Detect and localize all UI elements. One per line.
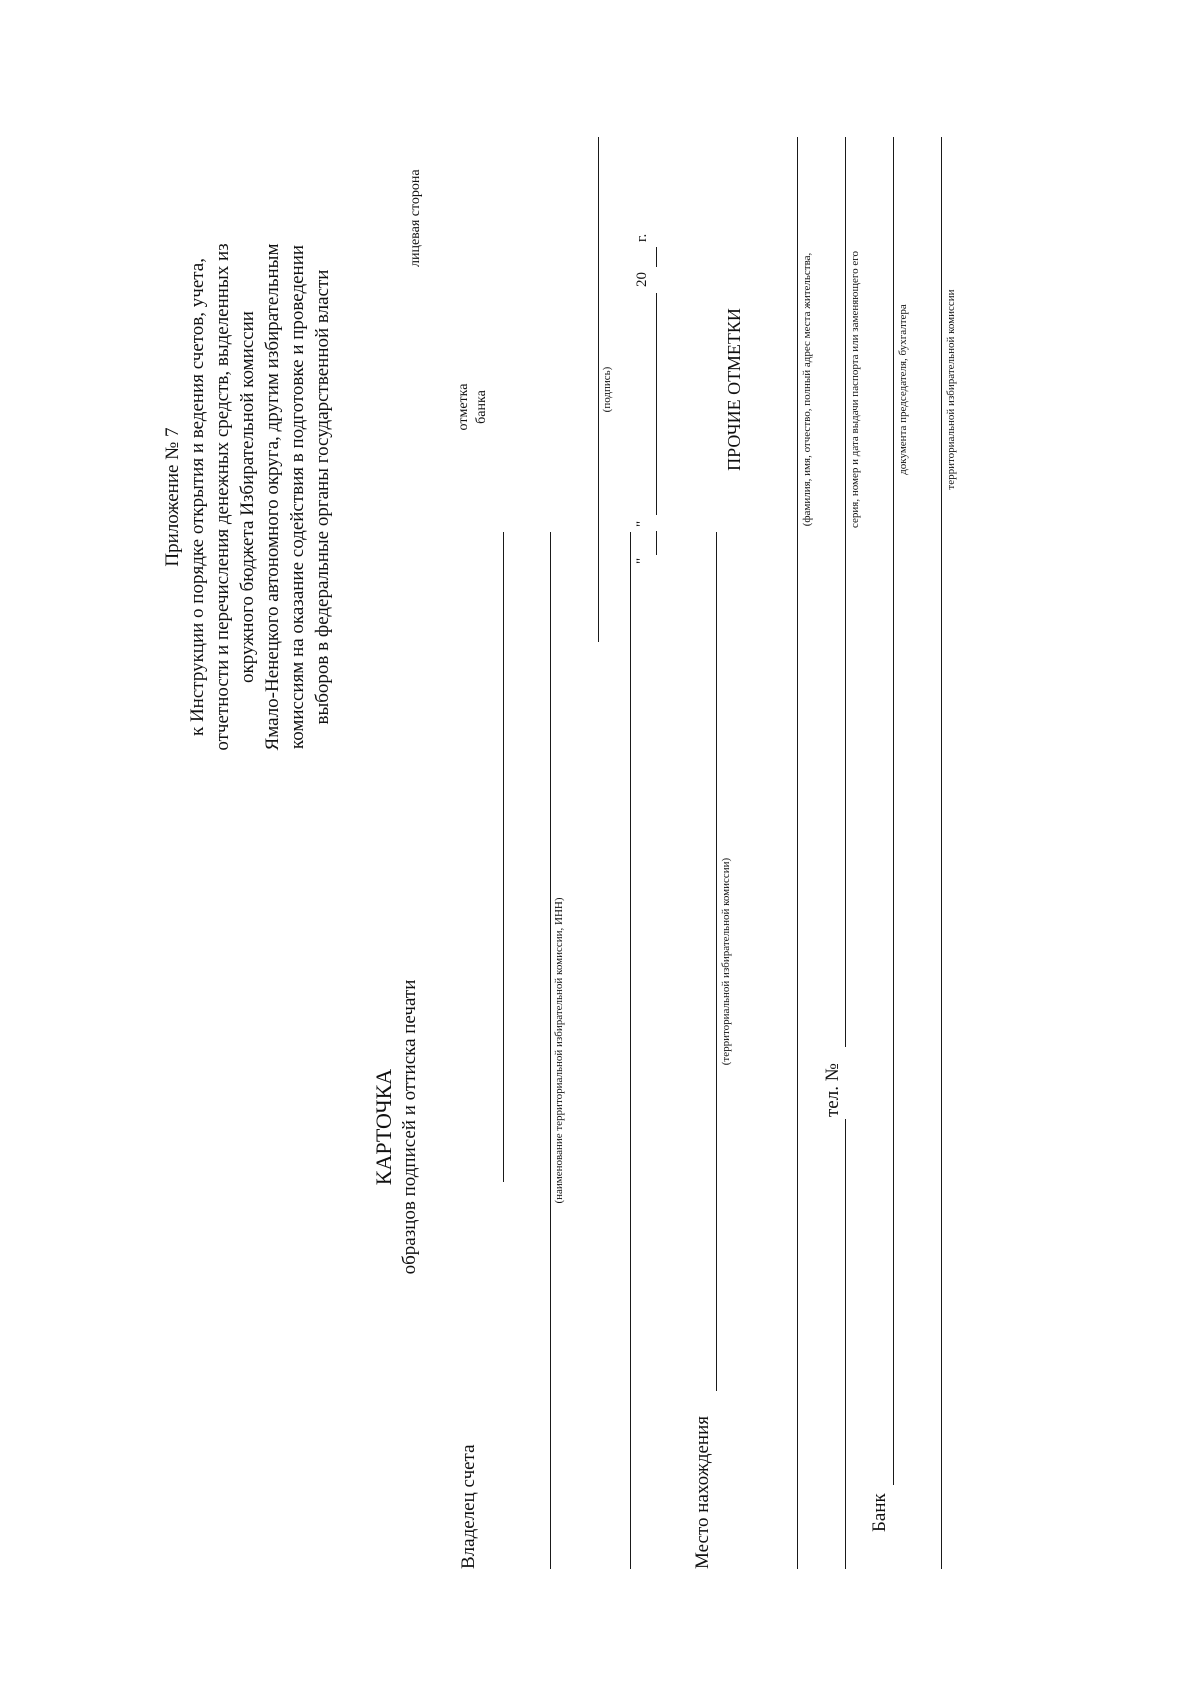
marks-line-3[interactable] (893, 137, 894, 642)
bank-mark-line: отметка (456, 383, 471, 431)
appendix-header (160, 197, 335, 797)
appendix-line: выборов в федеральные органы государственной власти (312, 269, 333, 725)
owner-line-1[interactable] (503, 532, 504, 1182)
bank-label: Банк (869, 1493, 890, 1532)
card-title: КАРТОЧКА (371, 1068, 396, 1186)
bank-mark-line: банка (474, 390, 489, 424)
date-year-suffix: г. (634, 233, 650, 242)
signature-line[interactable] (598, 137, 599, 642)
location-label: Место нахождения (692, 1416, 713, 1569)
owner-label: Владелец счета (458, 1444, 479, 1569)
owner-line-2[interactable] (550, 532, 551, 1569)
appendix-line: комиссиям на оказание содействия в подготовке и проведении (287, 244, 308, 750)
bank-line[interactable] (893, 532, 894, 1485)
signature-caption: (подпись) (601, 366, 613, 413)
address-line[interactable] (797, 532, 798, 1569)
bank-line-2[interactable] (941, 532, 942, 1569)
owner-caption: (наименование территориальной избирательной комиссии, ИНН) (553, 897, 565, 1204)
caption-document: документа председателя, бухгалтера (897, 304, 909, 475)
caption-commission: территориальной избирательной комиссии (945, 289, 957, 490)
date-year-prefix: 20 (634, 272, 650, 287)
appendix-number: Приложение № 7 (162, 427, 183, 567)
caption-fio: (фамилия, имя, отчество, полный адрес места жительства, (801, 252, 813, 527)
marks-line-2[interactable] (845, 137, 846, 642)
phone-prefix-line[interactable] (845, 1119, 846, 1569)
marks-line-1[interactable] (797, 137, 798, 642)
date-month-line[interactable] (656, 293, 657, 515)
bank-mark (455, 357, 491, 457)
date-year-line[interactable] (656, 247, 657, 267)
owner-line-3[interactable] (630, 532, 631, 1569)
location-caption: (территориальной избирательной комиссии) (720, 857, 732, 1066)
marks-line-4[interactable] (941, 137, 942, 642)
card-subtitle: образцов подписей и оттиска печати (399, 979, 420, 1275)
card-title-block (370, 777, 422, 1477)
location-line[interactable] (716, 532, 717, 1391)
other-marks-title: ПРОЧИЕ ОТМЕТКИ (724, 308, 744, 471)
appendix-line: окружного бюджета Избирательной комиссии (237, 311, 258, 683)
appendix-line: отчетности и перечисления денежных средств, выделенных из (212, 243, 233, 751)
date-close-quote: " (634, 520, 650, 527)
caption-passport: серия, номер и дата выдачи паспорта или заменяющего его (849, 251, 861, 528)
side-label: лицевая сторона (408, 169, 423, 267)
appendix-line: к Инструкции о порядке открытия и ведения счетов, учета, (187, 258, 208, 737)
date-open-quote: " (634, 557, 650, 564)
appendix-line: Ямало-Ненецкого автономного округа, другим избирательным (262, 243, 283, 751)
phone-label: тел. № (822, 1063, 843, 1117)
date-day-line[interactable] (656, 531, 657, 555)
